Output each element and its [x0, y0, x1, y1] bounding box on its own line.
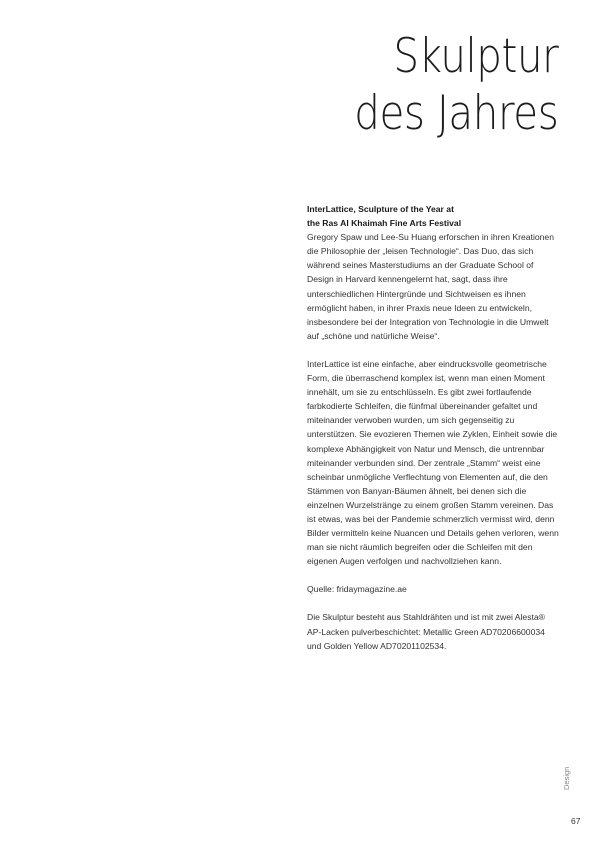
section-label: Design [562, 766, 571, 790]
paragraph-materials: Die Skulptur besteht aus Stahldrähten und ist mit zwei Alesta® AP-Lacken pulverbeschichtet: Metallic Green AD70206600034 und Golden Yellow AD70201102534. [307, 612, 546, 651]
paragraph-description: InterLattice ist eine einfache, aber eindrucksvolle geometrische Form, die überraschend komplex ist, wenn man einen Moment innehält, um sie zu entschlüsseln. Es gibt zwei fortlaufende farbkodierte Schleifen, die fünfmal übereinander gefaltet und miteinander verwoben wurden, um sich gegenseitig zu unterstützen. Sie evozieren Themen wie Zyklen, Einheit sowie die komplexe Abhängigkeit von Natur und Mensch, die untrennbar miteinander verbunden sind. Der zentrale „Stamm“ weist eine scheinbar unmögliche Verflechtung von Elementen auf, die den Stämmen von Banyan-Bäumen ähnelt, bei denen sich die einzelnen Wurzelstränge zu einem großen Stamm vereinen. Das ist etwas, was bei der Pandemie schmerzlich vermisst wird, denn Bilder vermitteln keine Nuancen und Details gehen verloren, wenn man sie nicht räumlich begreifen oder die Schleifen mit den eigenen Augen verfolgen und nachvollziehen kann. [307, 358, 559, 567]
title-line-2: des Jahres [353, 86, 558, 141]
page-title [321, 28, 558, 142]
paragraph-source: Quelle: fridaymagazine.ae [307, 584, 407, 595]
title-line-1: Skulptur [393, 29, 558, 84]
page-number: 67 [571, 816, 581, 826]
paragraph-intro: Gregory Spaw und Lee-Su Huang erforschen in ihren Kreationen die Philosophie der „leisen Technologie“. Das Duo, das sich während seines Masterstudiums an der Graduate School of Design in Harvard kennengelernt hat, sagt, dass ihre unterschiedlichen Hintergründe und Sichtweisen es ihnen ermöglicht haben, in ihrer Praxis neue Ideen zu entwickeln, insbesondere bei der Integration von Technologie in die Umwelt auf „schöne und natürliche Weise“. [307, 232, 554, 341]
article-body [307, 202, 559, 653]
article-subheading [307, 202, 559, 230]
subheading-line-1: InterLattice, Sculpture of the Year at [307, 204, 454, 214]
subheading-line-2: the Ras Al Khaimah Fine Arts Festival [307, 218, 462, 229]
